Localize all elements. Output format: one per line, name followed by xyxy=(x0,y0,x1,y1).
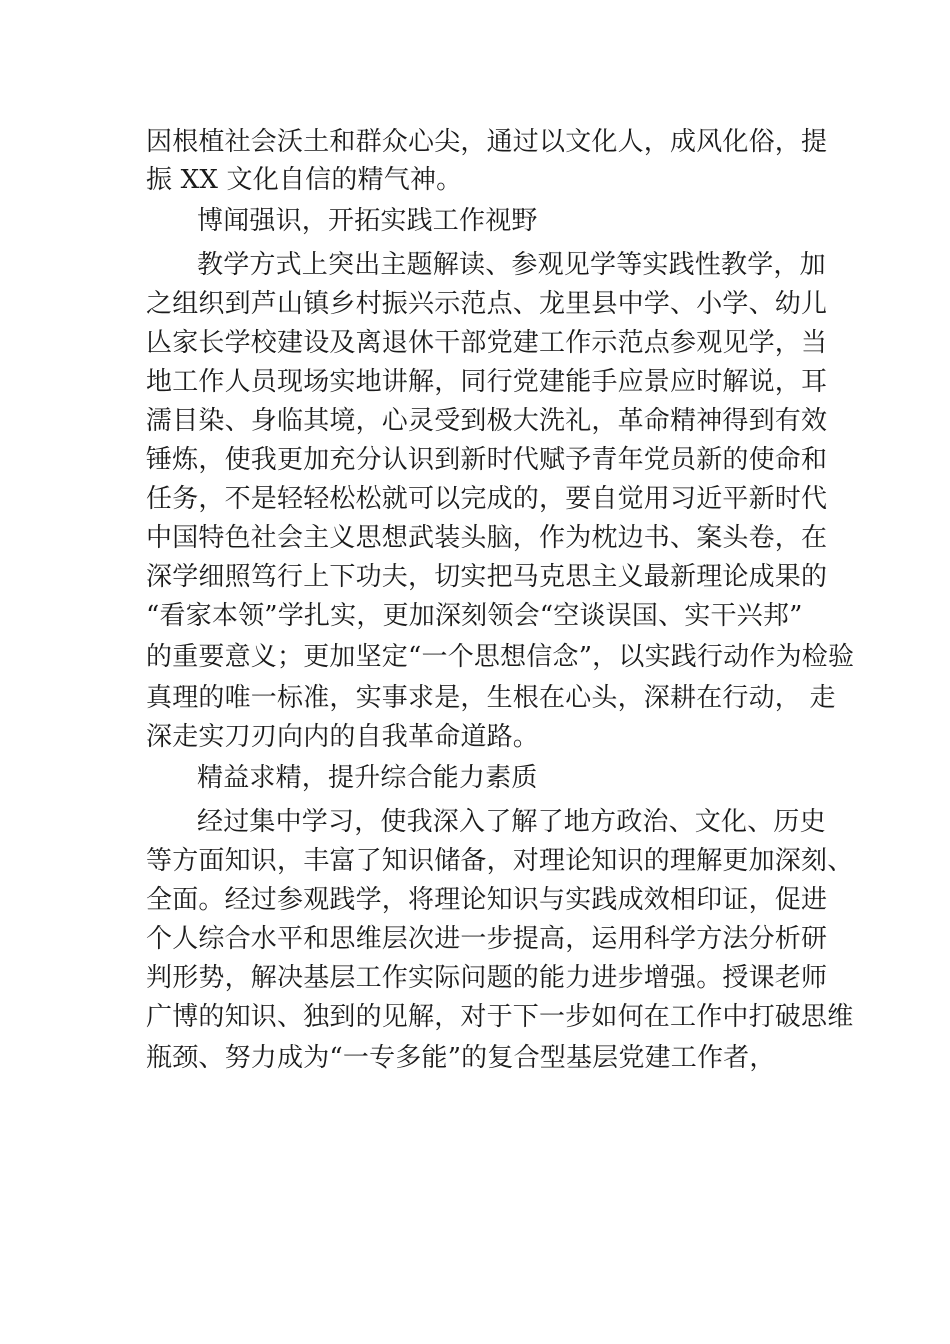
body-text-line: 亾家长学校建设及离退休干部党建工作示范点参观见学，当 xyxy=(146,328,828,358)
body-text-line: 全面。经过参观践学，将理论知识与实践成效相印证，促进 xyxy=(146,885,828,915)
body-text-line: 深学细照笃行上下功夫，切实把马克思主义最新理论成果的 xyxy=(146,562,828,592)
body-text-line: 个人综合水平和思维层次进一步提高，运用科学方法分析研 xyxy=(146,924,828,954)
paragraph-first-line: 经过集中学习，使我深入了解了地方政治、文化、历史 xyxy=(197,807,826,837)
body-text-line: 濡目染、身临其境，心灵受到极大洗礼，革命精神得到有效 xyxy=(146,406,828,436)
body-text-line: 锤炼，使我更加充分认识到新时代赋予青年党员新的使命和 xyxy=(146,445,828,475)
section-heading: 精益求精，提升综合能力素质 xyxy=(197,763,538,793)
body-text-line: 之组织到芦山镇乡村振兴示范点、龙里县中学、小学、幼儿 xyxy=(146,289,828,319)
body-text-line: 因根植社会沃土和群众心尖，通过以文化人，成风化俗，提 xyxy=(146,127,828,157)
body-text-line: 深走实刀刃向内的自我革命道路。 xyxy=(146,722,540,752)
body-text-line: 振 XX 文化自信的精气神。 xyxy=(146,165,463,195)
body-text-line: 判形势，解决基层工作实际问题的能力进步增强。授课老师 xyxy=(146,963,828,993)
paragraph-first-line: 教学方式上突出主题解读、参观见学等实践性教学，加 xyxy=(197,250,826,280)
body-text-line: 真理的唯一标准，实事求是，生根在心头，深耕在行动， 走 xyxy=(146,683,836,713)
section-heading: 博闻强识，开拓实践工作视野 xyxy=(197,206,538,236)
body-text-line: “看家本领”学扎实，更加深刻领会“空谈误国、实干兴邦” xyxy=(146,601,803,631)
body-text-line: 中国特色社会主义思想武装头脑，作为枕边书、案头卷，在 xyxy=(146,523,828,553)
body-text-line: 等方面知识，丰富了知识储备，对理论知识的理解更加深刻、 xyxy=(146,846,854,876)
body-text-line: 瓶颈、努力成为“一专多能”的复合型基层党建工作者， xyxy=(146,1043,776,1073)
body-text-line: 任务，不是轻轻松松就可以完成的，要自觉用习近平新时代 xyxy=(146,484,828,514)
body-text-line: 的重要意义；更加坚定“一个思想信念”，以实践行动作为检验 xyxy=(146,642,855,672)
body-text-line: 广博的知识、独到的见解，对于下一步如何在工作中打破思维 xyxy=(146,1002,854,1032)
body-text-line: 地工作人员现场实地讲解，同行党建能手应景应时解说，耳 xyxy=(146,367,828,397)
